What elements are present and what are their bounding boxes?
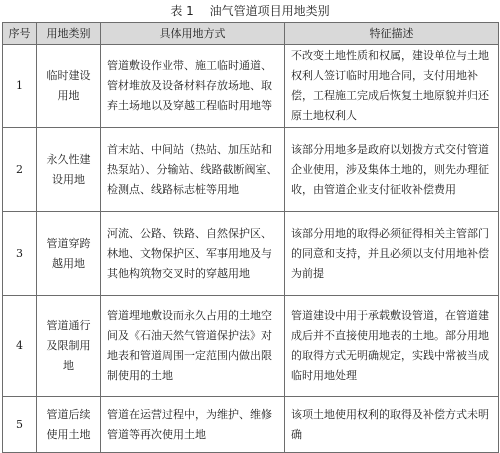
row-serial: 3 <box>3 212 37 296</box>
caption-label: 表 1 <box>170 4 194 18</box>
row-serial: 1 <box>3 45 37 128</box>
table-row <box>3 212 499 296</box>
header-category: 用地类别 <box>37 23 101 45</box>
land-use-table <box>2 22 499 453</box>
row-category: 临时建设用地 <box>37 45 101 128</box>
row-category: 永久性建设用地 <box>37 128 101 212</box>
row-category: 管道通行及限制用地 <box>37 296 101 397</box>
row-method: 管道敷设作业带、施工临时通道、管材堆放及设备材料存放场地、取弃土场地以及穿越工程临时用地等 <box>101 45 285 128</box>
header-serial: 序号 <box>3 23 37 45</box>
header-method: 具体用地方式 <box>101 23 285 45</box>
row-description: 不改变土地性质和权属，建设单位与土地权利人签订临时用地合同，支付用地补偿，工程施工完成后恢复土地原貌并归还原土地权利人 <box>285 45 499 128</box>
row-description: 管道建设中用于承载敷设管道，在管道建成后并不直接使用地表的土地。部分用地的取得方式无明确规定，实践中常被当成临时用地处理 <box>285 296 499 397</box>
table-caption <box>0 0 500 22</box>
row-method: 首末站、中间站（热站、加压站和热泵站）、分输站、线路截断阀室、检测点、线路标志桩等用地 <box>101 128 285 212</box>
row-method: 管道埋地敷设而永久占用的土地空间及《石油天然气管道保护法》对地表和管道周围一定范围内做出限制使用的土地 <box>101 296 285 397</box>
table-row <box>3 45 499 128</box>
header-description: 特征描述 <box>285 23 499 45</box>
table-row <box>3 397 499 453</box>
table-row <box>3 128 499 212</box>
table-header-row <box>3 23 499 45</box>
row-description: 该项土地使用权利的取得及补偿方式未明确 <box>285 397 499 453</box>
caption-title: 油气管道项目用地类别 <box>209 4 330 18</box>
row-category: 管道后续使用土地 <box>37 397 101 453</box>
row-category: 管道穿跨越用地 <box>37 212 101 296</box>
row-serial: 4 <box>3 296 37 397</box>
row-method: 河流、公路、铁路、自然保护区、林地、文物保护区、军事用地及与其他构筑物交叉时的穿越用地 <box>101 212 285 296</box>
row-description: 该部分用地的取得必须征得相关主管部门的同意和支持，并且必须以支付用地补偿为前提 <box>285 212 499 296</box>
row-serial: 2 <box>3 128 37 212</box>
row-serial: 5 <box>3 397 37 453</box>
row-description: 该部分用地多是政府以划拨方式交付管道企业使用，涉及集体土地的，则先办理征收，由管道企业支付征收补偿费用 <box>285 128 499 212</box>
table-row <box>3 296 499 397</box>
row-method: 管道在运营过程中，为维护、维修管道等再次使用土地 <box>101 397 285 453</box>
